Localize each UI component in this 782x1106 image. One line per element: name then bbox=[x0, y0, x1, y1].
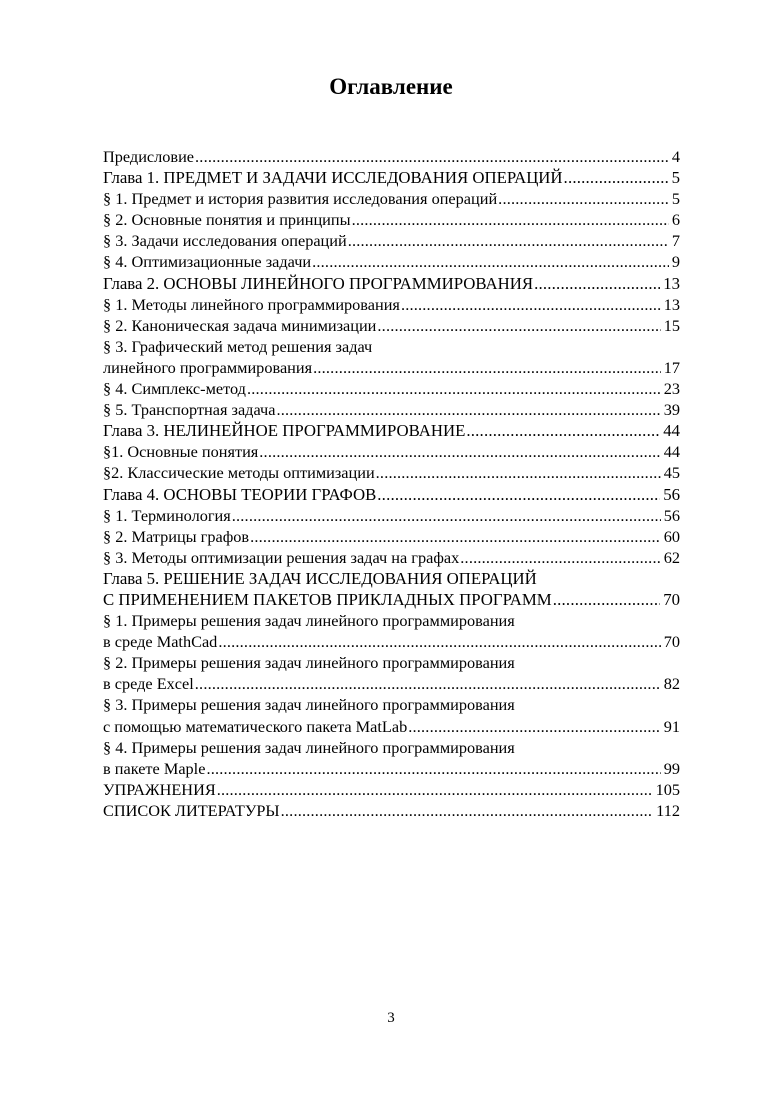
toc-entry[interactable] bbox=[103, 779, 680, 800]
toc-entry[interactable] bbox=[103, 462, 680, 483]
toc-entry-label: Глава 4. ОСНОВЫ ТЕОРИИ ГРАФОВ bbox=[103, 484, 377, 504]
toc-entry[interactable] bbox=[103, 694, 680, 736]
toc-entry[interactable] bbox=[103, 610, 680, 652]
dot-leader bbox=[534, 273, 660, 294]
toc-entry-line bbox=[103, 251, 680, 272]
toc-entry-line bbox=[103, 188, 680, 209]
dot-leader bbox=[276, 399, 660, 420]
toc-entry[interactable] bbox=[103, 146, 680, 167]
toc-entry-line bbox=[103, 462, 680, 483]
toc-entry-label: § 3. Методы оптимизации решения задач на графах bbox=[103, 547, 460, 567]
toc-entry-line bbox=[103, 167, 680, 188]
toc-entry-page: 15 bbox=[663, 315, 680, 335]
toc-entry[interactable] bbox=[103, 251, 680, 272]
page-title: Оглавление bbox=[329, 74, 453, 99]
toc-entry-page: 6 bbox=[671, 210, 680, 230]
toc-entry-page: 44 bbox=[663, 442, 680, 462]
toc-entry-page: 70 bbox=[663, 589, 680, 609]
dot-leader bbox=[259, 441, 660, 462]
toc-entry[interactable] bbox=[103, 652, 680, 694]
toc-entry-label: линейного программирования bbox=[103, 357, 313, 377]
toc-entry-label: § 2. Матрицы графов bbox=[103, 526, 250, 546]
toc-entry-page: 5 bbox=[671, 168, 680, 188]
toc-entry-line bbox=[103, 146, 680, 167]
dot-leader bbox=[408, 716, 661, 737]
toc-entry[interactable] bbox=[103, 378, 680, 399]
dot-leader bbox=[206, 758, 660, 779]
toc-entry[interactable] bbox=[103, 167, 680, 188]
toc-entry-line bbox=[103, 378, 680, 399]
toc-entry-page: 91 bbox=[663, 716, 680, 736]
toc-entry-page: 4 bbox=[671, 147, 680, 166]
toc-entry-page: 70 bbox=[663, 632, 680, 652]
toc-entry-page: 13 bbox=[663, 273, 680, 293]
toc-entry-line bbox=[103, 716, 680, 737]
toc-entry-label: СПИСОК ЛИТЕРАТУРЫ bbox=[103, 800, 280, 820]
toc-entry-line bbox=[103, 758, 680, 779]
toc-entry-label: § 2. Каноническая задача минимизации bbox=[103, 315, 377, 335]
toc-entry-page: 39 bbox=[663, 400, 680, 420]
toc-entry-line bbox=[103, 631, 680, 652]
toc-entry-label-first-line: § 3. Графический метод решения задач bbox=[103, 336, 373, 356]
toc-entry-label: § 1. Терминология bbox=[103, 505, 231, 525]
toc-entry-page: 17 bbox=[663, 357, 680, 377]
toc-entry-line bbox=[103, 420, 680, 441]
toc-entry-label: с помощью математического пакета MatLab bbox=[103, 716, 408, 736]
toc-entry[interactable] bbox=[103, 505, 680, 526]
dot-leader bbox=[195, 146, 669, 167]
toc-entry-page: 13 bbox=[663, 294, 680, 314]
toc-entry-label: в среде Excel bbox=[103, 674, 194, 694]
toc-entry-line bbox=[103, 294, 680, 315]
toc-entry-label: Глава 3. НЕЛИНЕЙНОЕ ПРОГРАММИРОВАНИЕ bbox=[103, 421, 466, 441]
toc-entry-label: § 1. Методы линейного программирования bbox=[103, 294, 400, 314]
toc-entry-line bbox=[103, 441, 680, 462]
dot-leader bbox=[250, 526, 661, 547]
toc-entry-line bbox=[103, 315, 680, 336]
dot-leader bbox=[313, 357, 661, 378]
toc-entry-line bbox=[103, 526, 680, 547]
dot-leader bbox=[553, 589, 660, 610]
toc-entry-label: С ПРИМЕНЕНИЕМ ПАКЕТОВ ПРИКЛАДНЫХ ПРОГРАММ bbox=[103, 589, 552, 609]
dot-leader bbox=[247, 378, 661, 399]
toc-entry[interactable] bbox=[103, 441, 680, 462]
table-of-contents bbox=[103, 146, 680, 821]
toc-entry-page: 56 bbox=[663, 484, 680, 504]
toc-entry-label: УПРАЖНЕНИЯ bbox=[103, 779, 216, 799]
toc-entry-line bbox=[103, 673, 680, 694]
toc-entry-label: Предисловие bbox=[103, 147, 195, 166]
toc-entry-label: § 3. Задачи исследования операций bbox=[103, 231, 347, 251]
toc-entry[interactable] bbox=[103, 230, 680, 251]
dot-leader bbox=[312, 251, 669, 272]
toc-entry-label: § 2. Основные понятия и принципы bbox=[103, 210, 351, 230]
dot-leader bbox=[498, 188, 669, 209]
toc-entry-page: 56 bbox=[663, 505, 680, 525]
toc-entry-line bbox=[103, 209, 680, 230]
dot-leader bbox=[564, 167, 669, 188]
toc-entry-label-first-line: § 4. Примеры решения задач линейного программирования bbox=[103, 737, 515, 757]
toc-entry-line bbox=[103, 800, 680, 821]
dot-leader bbox=[348, 230, 669, 251]
dot-leader bbox=[232, 505, 661, 526]
toc-entry-label-first-line: § 1. Примеры решения задач линейного программирования bbox=[103, 611, 515, 631]
toc-entry-page: 45 bbox=[663, 463, 680, 483]
toc-entry-label: § 4. Оптимизационные задачи bbox=[103, 252, 312, 272]
toc-entry[interactable] bbox=[103, 737, 680, 779]
toc-entry-label: Глава 1. ПРЕДМЕТ И ЗАДАЧИ ИССЛЕДОВАНИЯ ОПЕРАЦИЙ bbox=[103, 168, 563, 188]
dot-leader bbox=[376, 462, 661, 483]
dot-leader bbox=[218, 631, 660, 652]
dot-leader bbox=[466, 420, 660, 441]
toc-entry[interactable] bbox=[103, 547, 680, 568]
toc-entry-page: 60 bbox=[663, 526, 680, 546]
dot-leader bbox=[217, 779, 653, 800]
toc-entry-line bbox=[103, 505, 680, 526]
toc-entry[interactable] bbox=[103, 484, 680, 505]
toc-entry-page: 99 bbox=[663, 758, 680, 778]
toc-entry-page: 112 bbox=[656, 800, 680, 820]
toc-entry-label: § 5. Транспортная задача bbox=[103, 400, 276, 420]
toc-entry-label: §1. Основные понятия bbox=[103, 442, 259, 462]
toc-entry[interactable] bbox=[103, 526, 680, 547]
toc-entry-line bbox=[103, 484, 680, 505]
toc-entry-line bbox=[103, 399, 680, 420]
toc-entry[interactable] bbox=[103, 209, 680, 230]
toc-entry[interactable] bbox=[103, 800, 680, 821]
dot-leader bbox=[281, 800, 654, 821]
toc-entry[interactable] bbox=[103, 336, 680, 378]
toc-entry-label: Глава 2. ОСНОВЫ ЛИНЕЙНОГО ПРОГРАММИРОВАНИЯ bbox=[103, 273, 534, 293]
toc-entry[interactable] bbox=[103, 315, 680, 336]
toc-entry-label: § 4. Симплекс-метод bbox=[103, 379, 246, 399]
dot-leader bbox=[401, 294, 661, 315]
toc-entry-line bbox=[103, 779, 680, 800]
toc-entry[interactable] bbox=[103, 568, 680, 610]
toc-entry-page: 44 bbox=[663, 421, 680, 441]
toc-entry-label: в пакете Maple bbox=[103, 758, 206, 778]
dot-leader bbox=[352, 209, 669, 230]
toc-entry-line bbox=[103, 547, 680, 568]
toc-entry[interactable] bbox=[103, 399, 680, 420]
toc-entry-label-first-line: § 2. Примеры решения задач линейного программирования bbox=[103, 653, 515, 673]
dot-leader bbox=[377, 484, 660, 505]
toc-entry-page: 105 bbox=[655, 779, 680, 799]
dot-leader bbox=[195, 673, 661, 694]
toc-entry-line bbox=[103, 357, 680, 378]
toc-entry[interactable] bbox=[103, 294, 680, 315]
toc-entry[interactable] bbox=[103, 188, 680, 209]
toc-entry-label: § 1. Предмет и история развития исследования операций bbox=[103, 189, 498, 209]
toc-entry-label: в среде MathCad bbox=[103, 632, 218, 652]
page-number: 3 bbox=[387, 1010, 395, 1026]
toc-entry-line bbox=[103, 589, 680, 610]
toc-entry[interactable] bbox=[103, 273, 680, 294]
toc-entry-label-first-line: Глава 5. РЕШЕНИЕ ЗАДАЧ ИССЛЕДОВАНИЯ ОПЕРАЦИЙ bbox=[103, 568, 537, 588]
dot-leader bbox=[377, 315, 660, 336]
toc-entry-line bbox=[103, 230, 680, 251]
dot-leader bbox=[460, 547, 660, 568]
toc-entry-label-first-line: § 3. Примеры решения задач линейного программирования bbox=[103, 695, 515, 715]
toc-entry-page: 62 bbox=[663, 547, 680, 567]
toc-entry-page: 82 bbox=[663, 674, 680, 694]
toc-entry[interactable] bbox=[103, 420, 680, 441]
toc-entry-page: 23 bbox=[663, 379, 680, 399]
toc-entry-line bbox=[103, 273, 680, 294]
toc-entry-page: 5 bbox=[671, 189, 680, 209]
toc-entry-page: 9 bbox=[671, 252, 680, 272]
toc-entry-label: §2. Классические методы оптимизации bbox=[103, 463, 375, 483]
toc-entry-page: 7 bbox=[671, 231, 680, 251]
